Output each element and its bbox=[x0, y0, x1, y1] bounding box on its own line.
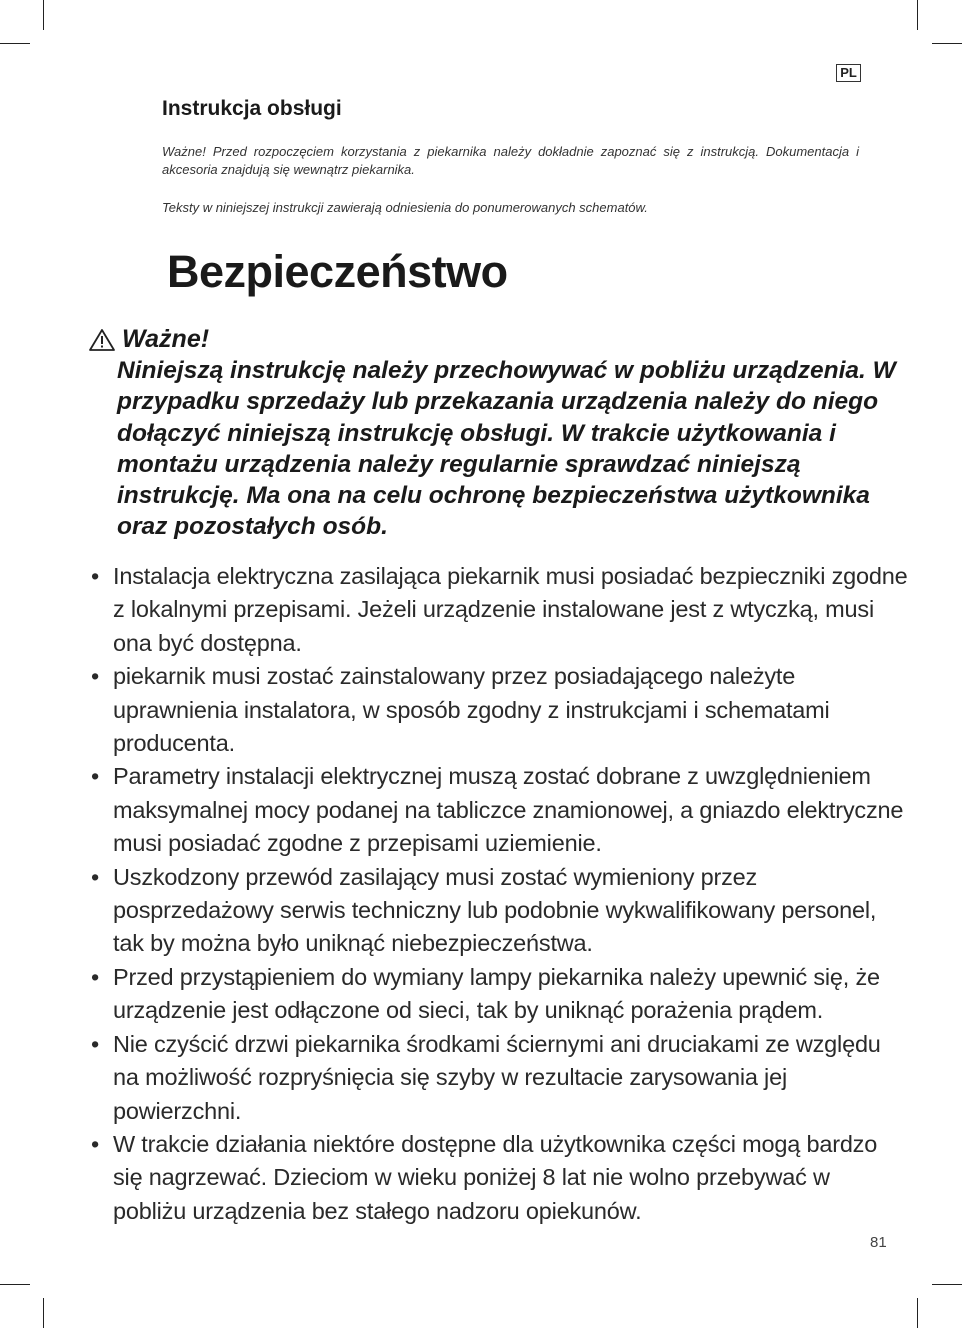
intro-paragraph: Ważne! Przed rozpoczęciem korzystania z piekarnika należy dokładnie zapoznać się z instrukcją. Dokumentacja i akcesoria znajdują się wewnątrz piekarnika. bbox=[162, 144, 859, 177]
bullet-dot: • bbox=[90, 1030, 100, 1057]
bullet-text: Przed przystąpieniem do wymiany lampy piekarnika należy upewnić się, że urządzenie jest odłączone od sieci, tak by uniknąć porażenia prądem. bbox=[113, 963, 880, 1024]
crop-mark bbox=[0, 1284, 30, 1285]
warning-heading-text: Ważne! bbox=[122, 325, 210, 353]
bullet-dot: • bbox=[90, 963, 100, 990]
bullet-dot: • bbox=[90, 663, 100, 690]
intro-reference-note: Teksty w niniejszej instrukcji zawierają odniesienia do ponumerowanych schematów. bbox=[162, 200, 648, 215]
bullet-text: Nie czyścić drzwi piekarnika środkami ściernymi ani druciakami ze względu na możliwość rozpryśnięcia się szyby w rezultacie zarysowania jej powierzchni. bbox=[113, 1030, 881, 1124]
crop-mark bbox=[917, 1298, 918, 1328]
section-title: Bezpieczeństwo bbox=[167, 246, 508, 297]
warning-triangle-icon bbox=[88, 328, 116, 352]
list-item bbox=[88, 760, 908, 860]
bullet-text: Uszkodzony przewód zasilający musi zostać wymieniony przez posprzedażowy serwis techniczny lub podobnie wykwalifikowany personel, tak by można było uniknąć niebezpieczeństwa. bbox=[113, 863, 877, 957]
list-item bbox=[88, 660, 908, 760]
language-badge: PL bbox=[836, 64, 861, 82]
bullet-text: W trakcie działania niektóre dostępne dla użytkownika części mogą bardzo się nagrzewać. Dzieciom w wieku poniżej 8 lat nie wolno przebywać w pobliżu urządzenia bez stałego nadzoru opiekunów. bbox=[113, 1130, 878, 1224]
crop-mark bbox=[917, 0, 918, 30]
bullet-text: Instalacja elektryczna zasilająca piekarnik musi posiadać bezpieczniki zgodne z lokalnymi przepisami. Jeżeli urządzenie instalowane jest z wtyczką, musi ona być dostępna. bbox=[113, 563, 908, 656]
list-item bbox=[88, 560, 908, 660]
manual-title: Instrukcja obsługi bbox=[162, 97, 342, 120]
bullet-dot: • bbox=[90, 563, 100, 589]
page-number: 81 bbox=[870, 1234, 887, 1251]
bullet-dot: • bbox=[90, 863, 100, 890]
crop-mark bbox=[932, 1284, 962, 1285]
crop-mark bbox=[43, 1298, 44, 1328]
bullet-dot: • bbox=[90, 763, 100, 790]
crop-mark bbox=[932, 43, 962, 44]
list-item bbox=[88, 1128, 908, 1228]
bullet-text: Parametry instalacji elektrycznej muszą zostać dobrane z uwzględnieniem maksymalnej mocy podanej na tabliczce znamionowej, a gniazdo elektryczne musi posiadać zgodne z przepisami uziemienie. bbox=[113, 763, 904, 857]
warning-heading bbox=[88, 324, 209, 355]
bullet-text: piekarnik musi zostać zainstalowany przez posiadającego należyte uprawnienia instalatora, w sposób zgodny z instrukcjami i schematami producenta. bbox=[113, 663, 830, 757]
list-item bbox=[88, 1028, 908, 1128]
bullet-dot: • bbox=[90, 1130, 100, 1157]
crop-mark bbox=[43, 0, 44, 30]
list-item bbox=[88, 861, 908, 961]
crop-mark bbox=[0, 43, 30, 44]
warning-body: Niniejszą instrukcję należy przechowywać w pobliżu urządzenia. W przypadku sprzedaży lub przekazania urządzenia należy do niego dołączyć niniejszą instrukcję obsługi. W trakcie użytkowania i montażu urządzenia należy regularnie sprawdzać niniejszą instrukcję. Ma ona na celu ochronę bezpieczeństwa użytkownika oraz pozostałych osób. bbox=[117, 357, 896, 541]
safety-bullet-list bbox=[88, 560, 908, 1228]
list-item bbox=[88, 961, 908, 1028]
